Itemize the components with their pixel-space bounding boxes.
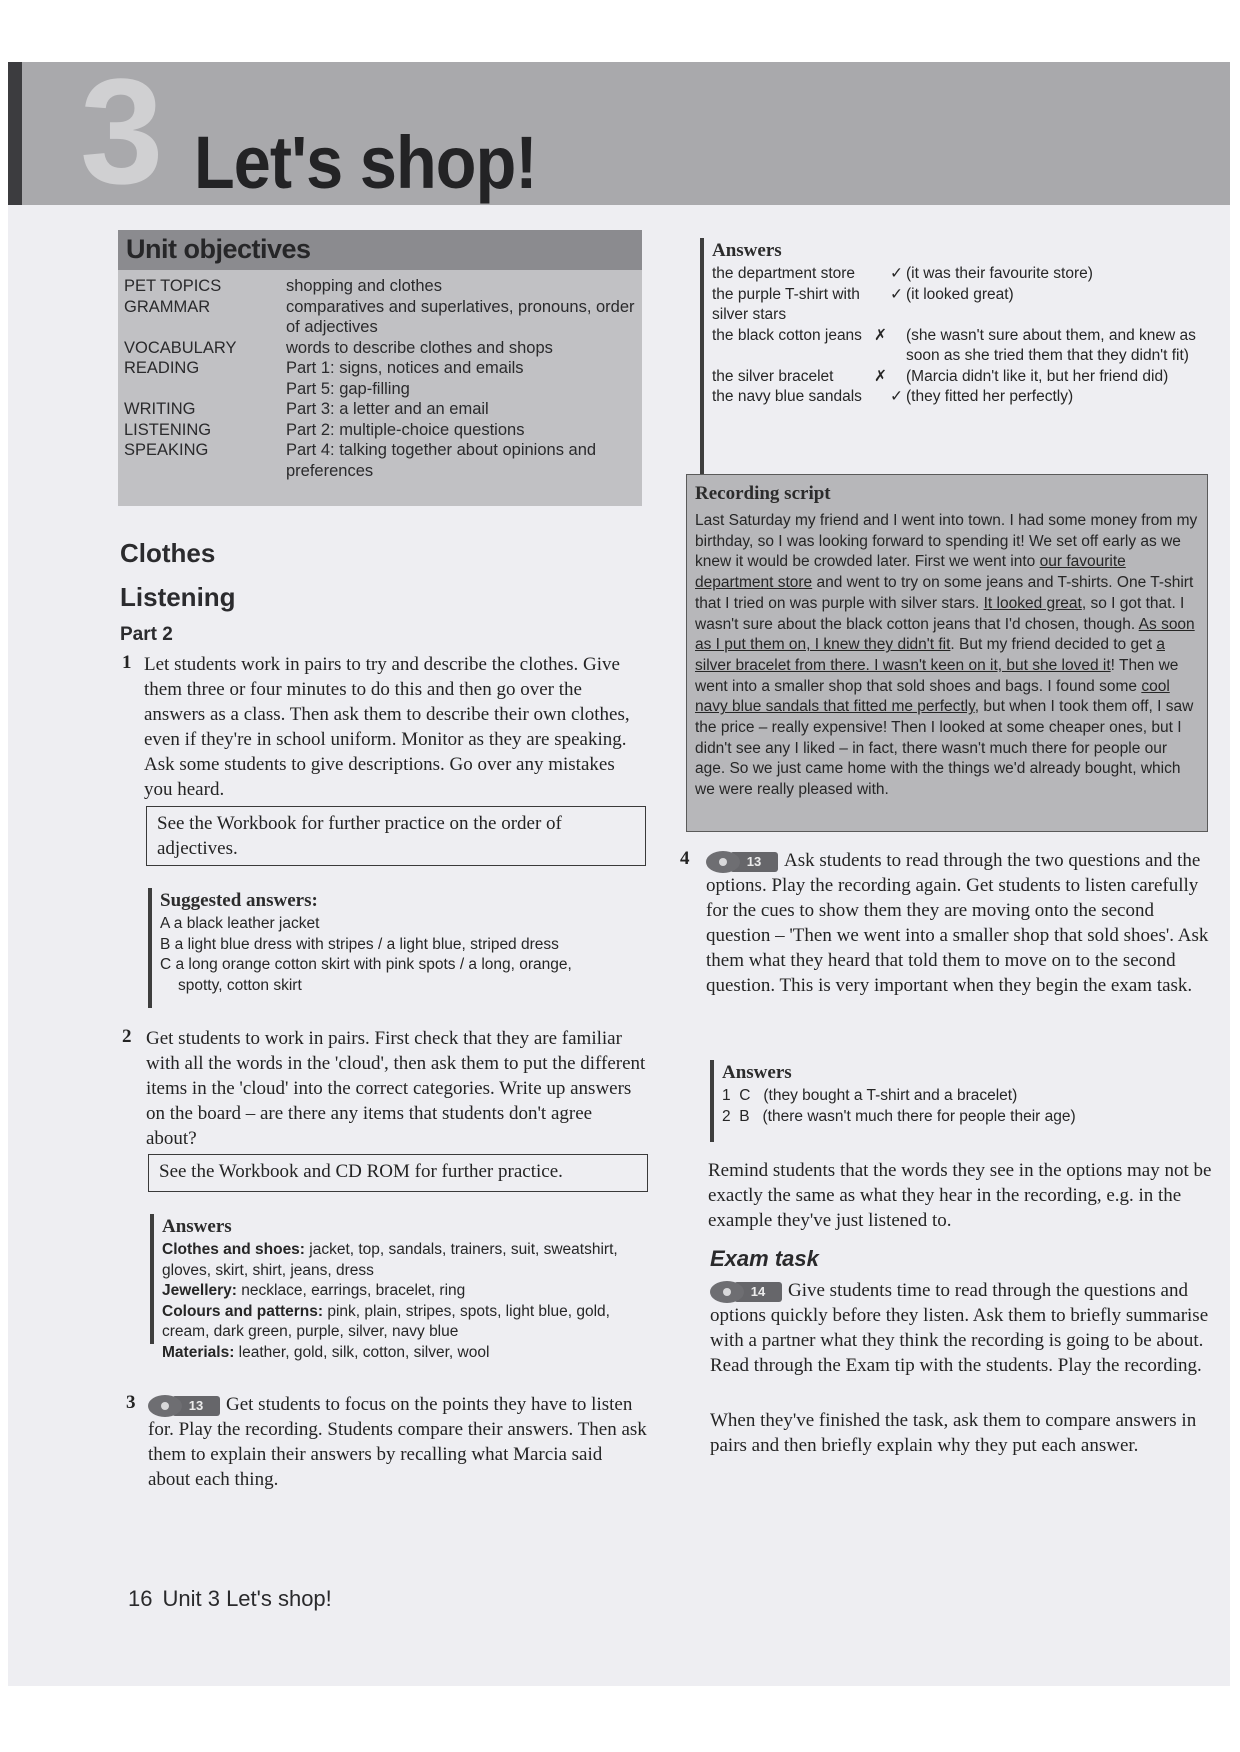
unit-number: 3 [80, 62, 164, 215]
tick-icon: ✓ [890, 265, 903, 282]
answer-line [722, 1107, 1210, 1128]
unit-objectives-box [118, 230, 642, 506]
objective-row [124, 358, 636, 379]
answer-row [712, 387, 1200, 408]
exam-task-instructions: Give students time to read through the questions and options quickly before they listen. Ask them to briefly summarise with a partner what they think the recording is going to be about. Read through the Exam tip with the students. Play the recording. [710, 1280, 1209, 1376]
answer-reason: (they bought a T-shirt and a bracelet) [763, 1087, 1018, 1104]
item-number-3: 3 [126, 1392, 136, 1413]
answer-letter: C [739, 1087, 751, 1104]
suggested-answer-line: spotty, cotton skirt [178, 976, 302, 994]
section-title-clothes: Clothes [120, 538, 216, 568]
objective-label: VOCABULARY [124, 338, 237, 357]
exam-task-text [710, 1278, 1212, 1378]
answer-row [712, 285, 1200, 326]
item-3-text [148, 1392, 648, 1492]
script-underlined: As soon as I put them on, I knew they didn't fit [695, 615, 1195, 654]
page [8, 62, 1230, 1686]
suggested-answers-title: Suggested answers: [160, 890, 318, 911]
page-number: 16 [128, 1586, 153, 1611]
unit-objectives-heading: Unit objectives [118, 230, 642, 270]
track-number: 13 [730, 852, 778, 872]
item-1-text: Let students work in pairs to try and describe the clothes. Give them three or four minutes to do this and then go over the answers as a class. Then ask them to describe their own clothes, even if they're in school uniform. Monitor as they are speaking. Ask some students to give descriptions. Go over any mistakes you heard. [144, 654, 630, 800]
answer-reason: (there wasn't much there for people their age) [762, 1107, 1076, 1125]
tick-icon: ✓ [890, 285, 903, 303]
answer-reason: (they fitted her perfectly) [906, 388, 1074, 405]
script-text-part: . But my friend decided to get [950, 636, 1157, 654]
objective-label: SPEAKING [124, 441, 209, 459]
answer-item: the navy blue sandals [712, 388, 862, 405]
objective-row [124, 276, 636, 297]
objective-value: Part 3: a letter and an email [286, 400, 489, 418]
page-footer [128, 1586, 342, 1612]
script-text-part: Last Saturday my friend and I went into town. I had some money from my birthday, so I was looking forward to spending it! We set off early as we knew it would be crowded later. First we went into [695, 512, 1198, 571]
cross-icon: ✗ [874, 367, 887, 385]
track-number: 13 [172, 1396, 220, 1416]
answer-letter: B [739, 1107, 750, 1125]
answers-block-3 [700, 238, 1200, 476]
objective-value: Part 5: gap-filling [286, 379, 410, 398]
recording-script-text [695, 511, 1199, 801]
item-number-2: 2 [122, 1026, 132, 1047]
cross-icon: ✗ [874, 326, 887, 344]
workbook-note-1: See the Workbook for further practice on the order of adjectives. [146, 806, 646, 866]
banner-edge [8, 62, 22, 205]
answer-category: Jewellery: [162, 1282, 237, 1299]
suggested-answer-line: C a long orange cotton skirt with pink spots / a long, orange, [160, 956, 572, 973]
answer-row [712, 264, 1200, 285]
answer-items: leather, gold, silk, cotton, silver, wool [234, 1343, 490, 1361]
item-number-1: 1 [122, 652, 132, 673]
answer-line [162, 1302, 650, 1343]
answers-block-2 [150, 1214, 650, 1361]
objective-row [124, 420, 636, 441]
answer-reason: (it looked great) [906, 285, 1014, 303]
answer-items: pink, plain, stripes, spots, light blue, gold, cream, dark green, purple, silver, navy blue [162, 1302, 610, 1340]
answers-title: Answers [712, 240, 782, 261]
objective-value: Part 1: signs, notices and emails [286, 359, 524, 377]
answer-reason: (Marcia didn't like it, but her friend did) [906, 367, 1169, 385]
unit-banner [8, 62, 1230, 215]
answer-reason: (it was their favourite store) [906, 265, 1093, 282]
unit-title: Let's shop! [194, 121, 537, 204]
script-underlined: a silver bracelet from there. I wasn't keen on it, but she loved it [695, 636, 1165, 674]
script-text-part: ! Then we went into a smaller shop that sold shoes and bags. I found some [695, 656, 1179, 695]
suggested-answer-line: A a black leather jacket [160, 915, 320, 932]
tick-icon: ✓ [890, 388, 903, 405]
objective-value: shopping and clothes [286, 277, 442, 295]
remind-text: Remind students that the words they see in the options may not be exactly the same as what they hear in the recording, e.g. in the example they've just listened to. [708, 1160, 1212, 1231]
objective-value: words to describe clothes and shops [286, 338, 553, 357]
objective-label: READING [124, 359, 200, 377]
recording-script-box [686, 474, 1208, 832]
answer-line [162, 1281, 650, 1302]
recording-script-title: Recording script [695, 483, 831, 504]
objective-label: GRAMMAR [124, 297, 211, 316]
answer-items: jacket, top, sandals, trainers, suit, sweatshirt, gloves, skirt, shirt, jeans, dress [162, 1241, 618, 1279]
finished-text: When they've finished the task, ask them to compare answers in pairs and then briefly explain why they put each answer. [710, 1410, 1197, 1456]
answer-number: 1 [722, 1087, 731, 1104]
objective-value: Part 2: multiple-choice questions [286, 420, 525, 439]
objective-row [124, 379, 636, 400]
answers-table [712, 264, 1200, 408]
footer-unit-title: Unit 3 Let's shop! [162, 1586, 332, 1611]
answer-line [162, 1343, 650, 1364]
track-number: 14 [734, 1282, 782, 1302]
cd-track-icon [710, 1281, 782, 1303]
part-title: Part 2 [120, 624, 173, 645]
objective-label [124, 379, 286, 400]
suggested-answer-line: B a light blue dress with stripes / a light blue, striped dress [160, 935, 559, 953]
cd-track-icon [148, 1395, 220, 1417]
objective-label: PET TOPICS [124, 277, 222, 295]
objective-label: WRITING [124, 400, 196, 418]
answer-row [712, 367, 1200, 388]
cd-track-icon [706, 851, 778, 873]
answer-category: Materials: [162, 1343, 235, 1361]
answer-item: the silver bracelet [712, 367, 834, 385]
objective-value: comparatives and superlatives, pronouns, order of adjectives [286, 297, 635, 336]
answer-item: the purple T-shirt with silver stars [712, 285, 860, 323]
script-text-part: and went to try on some jeans and T-shirts. One T-shirt that I tried on was purple with silver stars. [695, 574, 1194, 612]
subsection-title-listening: Listening [120, 582, 236, 612]
answers-title: Answers [162, 1216, 232, 1237]
suggested-answers-block [148, 888, 648, 1008]
objective-row [124, 338, 636, 359]
item-4-text [706, 848, 1210, 998]
item-2-text: Get students to work in pairs. First check that they are familiar with all the words in the 'cloud', then ask them to put the different items in the 'cloud' into the correct categories. Write up answers on the board – are there any items that students don't agree about? [146, 1028, 646, 1149]
answer-category: Colours and patterns: [162, 1302, 324, 1320]
answers-block-4 [710, 1060, 1210, 1142]
objective-row [124, 440, 636, 481]
answer-line [162, 1240, 650, 1281]
script-text-part: , but when I took them off, I saw the price – really expensive! Then I looked at some cheaper ones, but I didn't see any I liked – in fact, there wasn't much there for people our age. So we just came home with the things we'd already bought, which we were really pleased with. [695, 698, 1194, 799]
answer-category: Clothes and shoes: [162, 1241, 305, 1258]
objectives-table [124, 276, 636, 481]
answers-title: Answers [722, 1062, 792, 1083]
item-3-instructions: Get students to focus on the points they have to listen for. Play the recording. Students compare their answers. Then ask them to explain their answers by recalling what Marcia said about each thing. [148, 1394, 647, 1490]
script-underlined: cool navy blue sandals that fitted me perfectly [695, 677, 1170, 716]
objective-value: Part 4: talking together about opinions and preferences [286, 441, 597, 480]
answer-row [712, 326, 1200, 367]
answer-item: the black cotton jeans [712, 326, 862, 344]
script-underlined: our favourite department store [695, 553, 1126, 592]
answer-number: 2 [722, 1107, 731, 1125]
answer-item: the department store [712, 265, 856, 282]
exam-task-heading: Exam task [710, 1246, 819, 1271]
objective-row [124, 399, 636, 420]
script-text-part: , so I got that. I wasn't sure about the black cotton jeans that I'd chosen, though. [695, 594, 1185, 633]
objective-label: LISTENING [124, 420, 212, 439]
objective-row [124, 297, 636, 338]
answer-items: necklace, earrings, bracelet, ring [236, 1282, 466, 1299]
workbook-note-2: See the Workbook and CD ROM for further practice. [148, 1154, 648, 1192]
answer-reason: (she wasn't sure about them, and knew as soon as she tried them that they didn't fit) [906, 326, 1196, 364]
item-4-instructions: Ask students to read through the two questions and the options. Play the recording again. Get students to listen carefully for the cues to show them they are moving onto the second question – 'Then we went into a smaller shop that sold shoes'. Ask them what they heard that told them to move on to the second question. This is very important when they begin the exam task. [706, 850, 1209, 996]
script-underlined: It looked great [983, 594, 1082, 612]
item-number-4: 4 [680, 848, 690, 869]
answer-line [722, 1086, 1210, 1107]
